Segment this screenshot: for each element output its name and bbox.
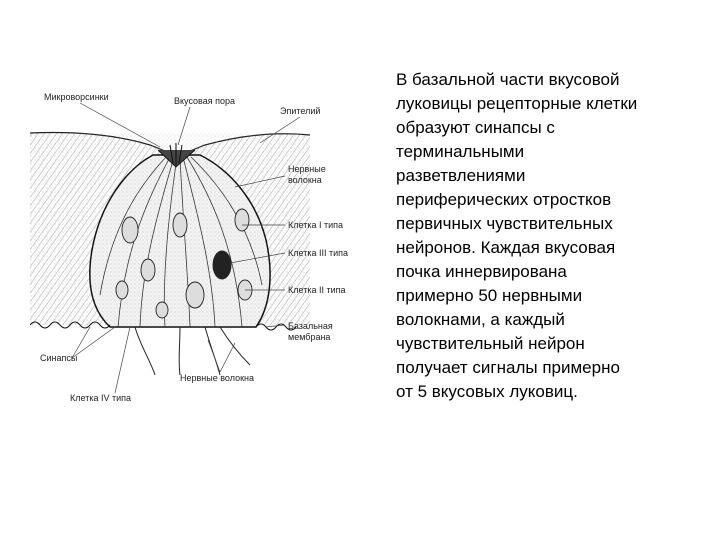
text-line: почка иннервирована bbox=[396, 262, 567, 281]
label-cell-type-3: Клетка III типа bbox=[288, 248, 348, 258]
text-line: от 5 вкусовых луковиц. bbox=[396, 382, 578, 401]
label-cell-type-2: Клетка II типа bbox=[288, 285, 346, 295]
label-nerve-fibers-bottom: Нервные волокна bbox=[180, 373, 254, 383]
text-line: терминальными bbox=[396, 142, 525, 161]
text-line: образуют синапсы с bbox=[396, 118, 555, 137]
label-basal-membrane-2: мембрана bbox=[288, 332, 331, 342]
label-synapses: Синапсы bbox=[40, 353, 78, 363]
label-taste-pore: Вкусовая пора bbox=[174, 96, 235, 106]
label-nerve-fibers-2: волокна bbox=[288, 175, 322, 185]
text-line: первичных чувствительных bbox=[396, 214, 613, 233]
text-line: примерно 50 нервными bbox=[396, 286, 583, 305]
text-line: луковицы рецепторные клетки bbox=[396, 94, 638, 113]
text-line: разветвлениями bbox=[396, 166, 526, 185]
label-cell-type-4: Клетка IV типа bbox=[70, 393, 131, 403]
taste-bud-illustration bbox=[30, 75, 375, 415]
text-line: периферических отростков bbox=[396, 190, 612, 209]
text-line: волокнами, а каждый bbox=[396, 310, 565, 329]
text-line: получает сигналы примерно bbox=[396, 358, 620, 377]
text-line: нейронов. Каждая вкусовая bbox=[396, 238, 616, 257]
label-nerve-fibers-1: Нервные bbox=[288, 164, 326, 174]
nerve-fibers-bottom bbox=[135, 327, 250, 375]
label-cell-type-1: Клетка I типа bbox=[288, 220, 343, 230]
label-epithelium: Эпителий bbox=[280, 106, 321, 116]
label-basal-membrane-1: Базальная bbox=[288, 321, 333, 331]
description-text bbox=[396, 68, 696, 404]
taste-bud-diagram bbox=[30, 75, 375, 415]
text-line: В базальной части вкусовой bbox=[396, 70, 620, 89]
text-line: чувствительный нейрон bbox=[396, 334, 585, 353]
label-microvilli: Микроворсинки bbox=[44, 92, 109, 102]
